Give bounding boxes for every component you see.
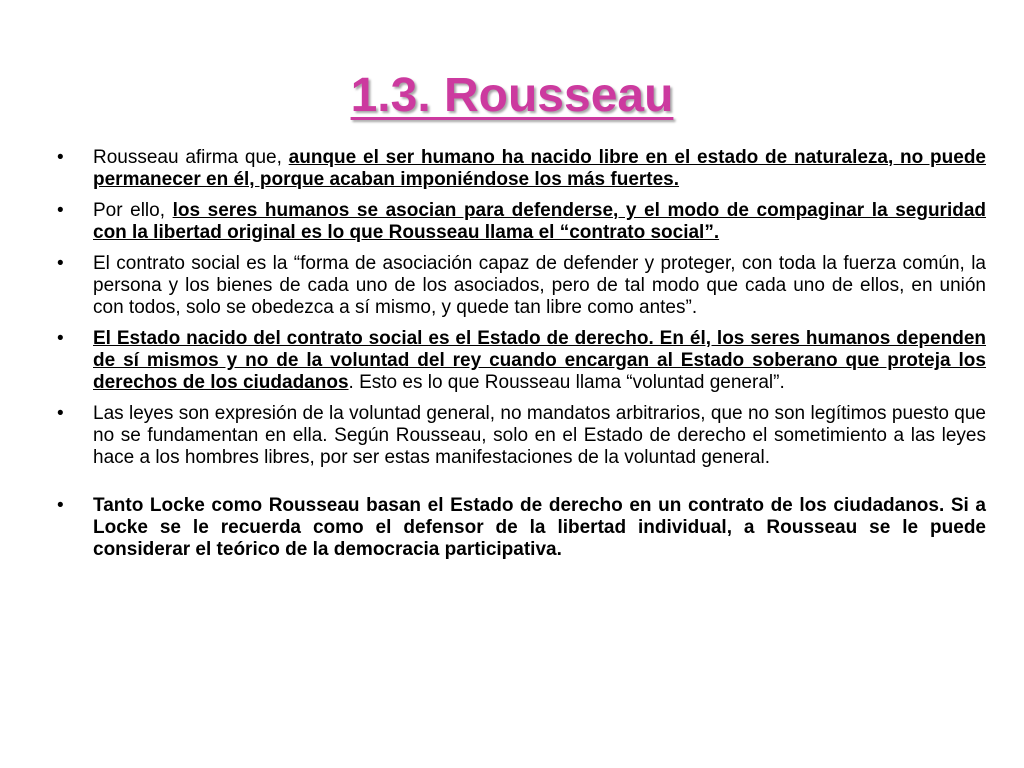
bullet-text <box>93 328 986 393</box>
text-segment: El contrato social es la “forma de asociación capaz de defender y proteger, con toda la fuerza común, la persona y los bienes de cada uno de los asociados, pero de tal modo que cada uno de ellos, en unión con todos, solo se obedezca a sí mismo, y quede tan libre como antes”. <box>93 253 986 318</box>
text-segment-emphasis: El Estado nacido del contrato social es el Estado de derecho. En él, los seres humanos dependen de sí mismos y no de la voluntad del rey cuando encargan al Estado soberano que proteja los derechos de los ciudadanos <box>93 328 986 393</box>
bullet-list <box>0 147 1024 570</box>
bullet-text <box>93 403 986 468</box>
bullet-text <box>93 495 986 560</box>
bullet-dot-icon: • <box>57 200 64 221</box>
text-segment: Las leyes son expresión de la voluntad general, no mandatos arbitrarios, que no son legítimos puesto que no se fundamentan en ella. Según Rousseau, solo en el Estado de derecho el sometimiento a las leyes hace a los hombres libres, por ser estas manifestaciones de la voluntad general. <box>93 403 986 468</box>
bullet-dot-icon: • <box>57 328 64 349</box>
bullet-item <box>0 403 1024 469</box>
bullet-item <box>0 495 1024 561</box>
text-segment-emphasis: aunque el ser humano ha nacido libre en el estado de naturaleza, no puede permanecer en él, porque acaban imponiéndose los más fuertes. <box>93 147 986 190</box>
bullet-text <box>93 253 986 318</box>
bullet-text <box>93 200 986 243</box>
bullet-dot-icon: • <box>57 253 64 274</box>
text-segment-bold: Tanto Locke como Rousseau basan el Estado de derecho en un contrato de los ciudadanos. Si a Locke se le recuerda como el defensor de la libertad individual, a Rousseau se le puede considerar el teórico de la democracia participativa. <box>93 495 986 560</box>
text-segment-emphasis: los seres humanos se asocian para defenderse, y el modo de compaginar la seguridad con la libertad original es lo que Rousseau llama el “contrato social”. <box>93 200 987 243</box>
bullet-text <box>93 147 986 190</box>
text-segment: Por ello, <box>93 200 173 221</box>
bullet-dot-icon: • <box>57 403 64 424</box>
bullet-item <box>0 200 1024 244</box>
bullet-dot-icon: • <box>57 495 64 516</box>
bullet-item <box>0 328 1024 394</box>
text-segment: . Esto es lo que Rousseau llama “voluntad general”. <box>348 372 785 393</box>
bullet-item <box>0 253 1024 319</box>
slide-title: 1.3. Rousseau <box>350 69 674 122</box>
text-segment: Rousseau afirma que, <box>93 147 289 168</box>
bullet-dot-icon: • <box>57 147 64 168</box>
bullet-item <box>0 147 1024 191</box>
